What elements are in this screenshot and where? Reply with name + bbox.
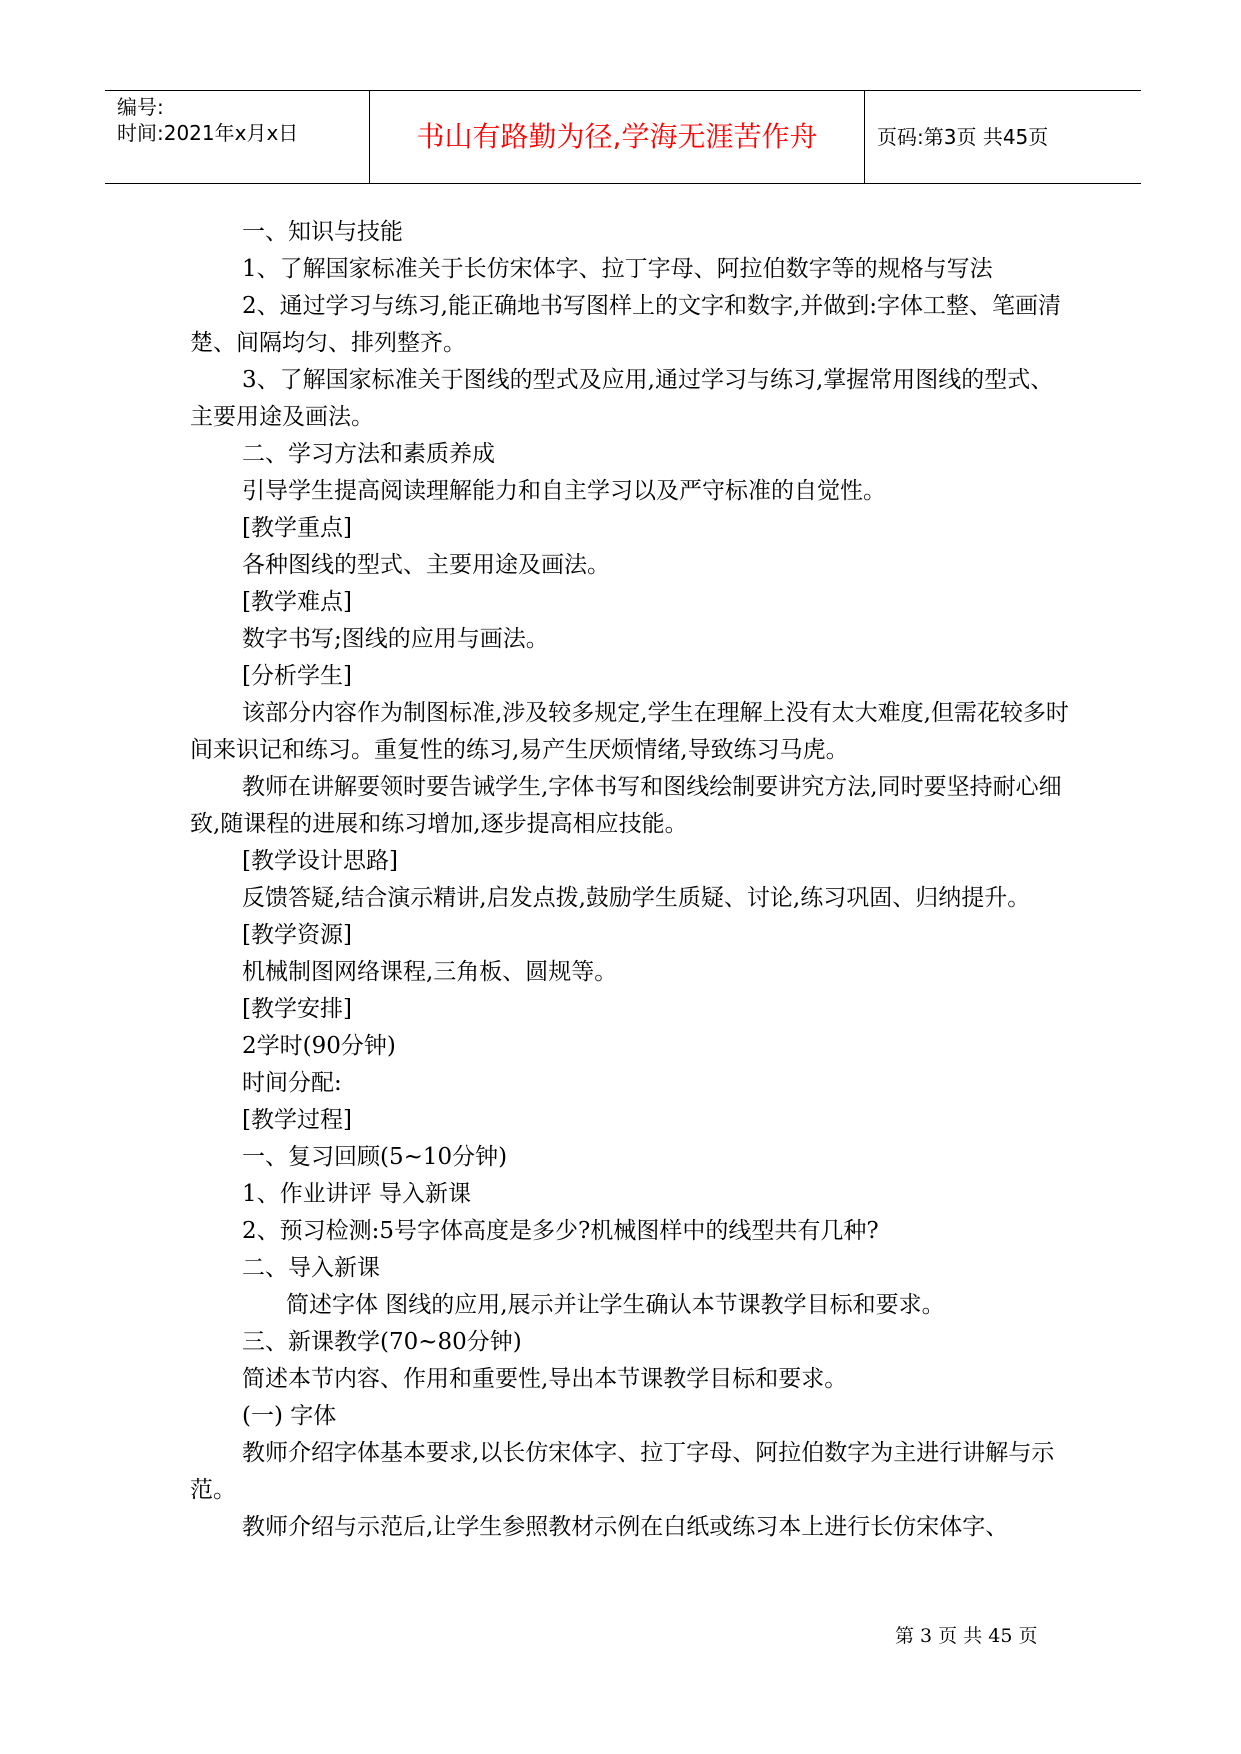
paragraph: 引导学生提高阅读理解能力和自主学习以及严守标准的自觉性。 [242, 478, 886, 504]
section-heading: (一) 字体 [242, 1403, 337, 1429]
paragraph: 该部分内容作为制图标准,涉及较多规定,学生在理解上没有太大难度,但需花较多时间来识记和练习。重复性的练习,易产生厌烦情绪,导致练习马虎。 [190, 700, 1069, 763]
section-heading: 一、知识与技能 [242, 219, 403, 245]
paragraph: 2学时(90分钟) [242, 1033, 396, 1059]
section-heading: 二、学习方法和素质养成 [242, 441, 495, 467]
section-label: [教学难点] [242, 589, 352, 615]
section-label: [教学安排] [242, 996, 352, 1022]
page-header [105, 90, 1141, 184]
paragraph: 机械制图网络课程,三角板、圆规等。 [242, 959, 618, 985]
paragraph: 反馈答疑,结合演示精讲,启发点拨,鼓励学生质疑、讨论,练习巩固、归纳提升。 [242, 885, 1031, 911]
paragraph: 简述本节内容、作用和重要性,导出本节课教学目标和要求。 [242, 1366, 848, 1392]
section-label: [教学过程] [242, 1107, 352, 1133]
section-heading: 一、复习回顾(5~10分钟) [242, 1144, 508, 1170]
section-label: [教学重点] [242, 515, 352, 541]
document-body [190, 214, 1070, 1546]
section-label: [教学设计思路] [242, 848, 398, 874]
header-page-info: 页码:第3页 共45页 [877, 125, 1049, 149]
header-motto: 书山有路勤为径,学海无涯苦作舟 [416, 120, 818, 153]
page-footer: 第 3 页 共 45 页 [895, 1625, 1038, 1647]
paragraph: 时间分配: [242, 1070, 342, 1096]
section-label: [分析学生] [242, 663, 352, 689]
paragraph: 教师介绍字体基本要求,以长仿宋体字、拉丁字母、阿拉伯数字为主进行讲解与示范。 [190, 1440, 1055, 1503]
paragraph: 各种图线的型式、主要用途及画法。 [242, 552, 610, 578]
paragraph: 1、作业讲评 导入新课 [242, 1181, 471, 1207]
document-number-label: 编号: [117, 95, 164, 119]
section-label: [教学资源] [242, 922, 352, 948]
document-time-label: 时间:2021年x月x日 [117, 121, 299, 145]
header-left-cell [105, 91, 370, 183]
header-middle-cell [370, 91, 865, 183]
paragraph: 数字书写;图线的应用与画法。 [242, 626, 549, 652]
section-heading: 二、导入新课 [242, 1255, 380, 1281]
paragraph: 教师介绍与示范后,让学生参照教材示例在白纸或练习本上进行长仿宋体字、 [242, 1514, 1009, 1540]
paragraph: 2、预习检测:5号字体高度是多少?机械图样中的线型共有几种? [242, 1218, 879, 1244]
paragraph: 教师在讲解要领时要告诫学生,字体书写和图线绘制要讲究方法,同时要坚持耐心细致,随课程的进展和练习增加,逐步提高相应技能。 [190, 774, 1062, 837]
paragraph: 简述字体 图线的应用,展示并让学生确认本节课教学目标和要求。 [286, 1292, 945, 1318]
paragraph: 3、了解国家标准关于图线的型式及应用,通过学习与练习,掌握常用图线的型式、主要用途及画法。 [190, 367, 1054, 430]
paragraph: 2、通过学习与练习,能正确地书写图样上的文字和数字,并做到:字体工整、笔画清楚、间隔均匀、排列整齐。 [190, 293, 1062, 356]
section-heading: 三、新课教学(70~80分钟) [242, 1329, 522, 1355]
header-right-cell [865, 91, 1141, 183]
paragraph: 1、了解国家标准关于长仿宋体字、拉丁字母、阿拉伯数字等的规格与写法 [242, 256, 993, 282]
